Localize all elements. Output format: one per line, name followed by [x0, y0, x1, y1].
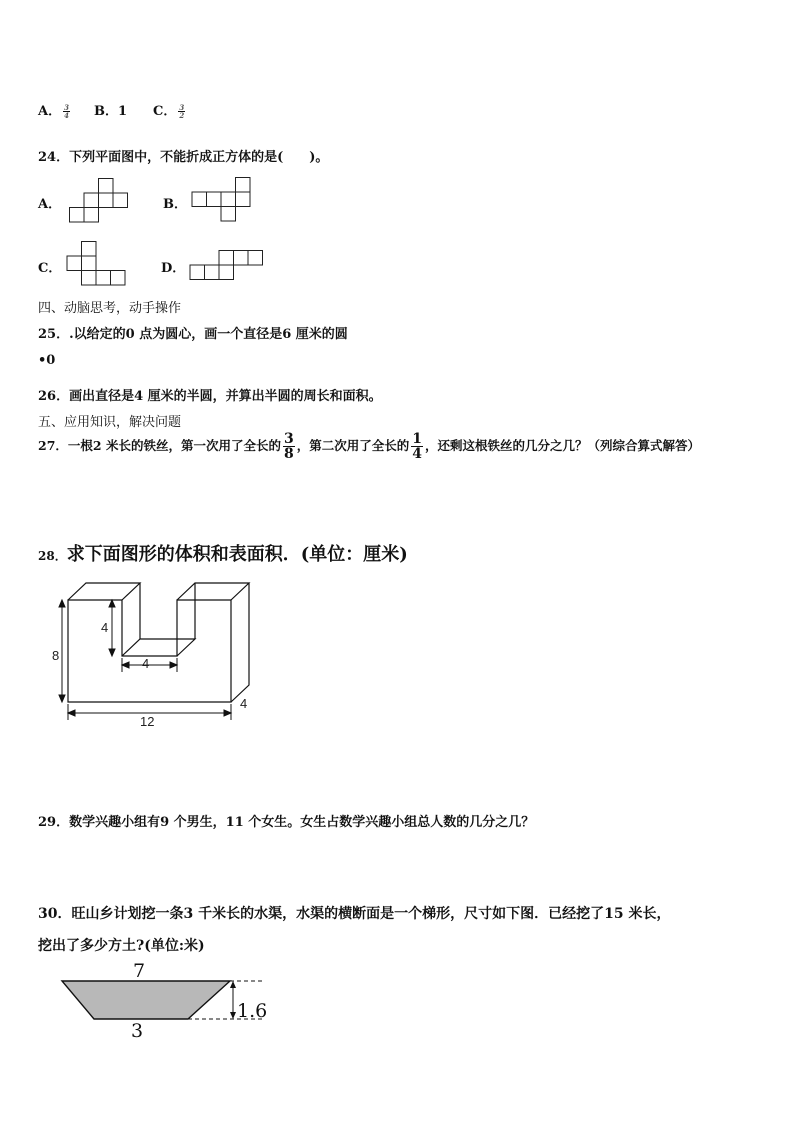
question-24: 24．下列平面图中，不能折成正方体的是( )。: [38, 150, 329, 165]
fraction-three-eighths: $\frac{3}{8}$: [283, 431, 294, 462]
question-27: 27．一根2 米长的铁丝，第一次用了全长的 $\frac{3}{8}$ ，第二次用了全长的 $\frac{1}{4}$ ，还剩这根铁丝的几分之几？（列综合算式解答）: [38, 431, 700, 462]
question-26: 26．画出直径是4 厘米的半圆，并算出半圆的周长和面积。: [38, 389, 382, 404]
center-point-label: •0: [38, 353, 56, 368]
section-4-heading: 四、动脑思考，动手操作: [38, 301, 182, 316]
q23-option-a: A． $\frac{3}{4}$: [38, 103, 69, 120]
fraction-three-quarters: $\frac{3}{4}$: [64, 103, 69, 120]
section-5-heading: 五、应用知识，解决问题: [38, 415, 182, 430]
question-30-line2: 挖出了多少方土?(单位:米): [38, 938, 205, 954]
dim-label-notch-depth: 4: [101, 620, 109, 635]
dim-label-notch-width: 4: [142, 656, 150, 671]
cube-net-c: [66, 241, 128, 287]
question-25: 25．.以给定的0 点为圆心，画一个直径是6 厘米的圆: [38, 327, 348, 342]
dim-label-height: 8: [52, 648, 60, 663]
q24-option-d-label: D．: [161, 261, 186, 276]
question-28: 28．求下面图形的体积和表面积．(单位：厘米): [38, 544, 408, 565]
bottom-width-label: 3: [131, 1020, 144, 1042]
question-30-line1: 30．旺山乡计划挖一条3 千米长的水渠，水渠的横断面是一个梯形，尺寸如下图．已经挖了15 米长，: [38, 906, 671, 922]
trapezoid-cross-section: [55, 958, 275, 1042]
dim-label-width: 4: [240, 696, 248, 711]
cube-net-b: [191, 177, 253, 223]
question-29: 29．数学兴趣小组有9 个男生，11 个女生。女生占数学兴趣小组总人数的几分之几？: [38, 815, 535, 830]
cube-net-d: [189, 250, 265, 282]
depth-label: 1.6: [237, 1000, 268, 1022]
fraction-one-quarter: $\frac{1}{4}$: [412, 431, 422, 462]
fraction-three-halves: $\frac{3}{2}$: [179, 103, 185, 120]
q23-option-c: C． $\frac{3}{2}$: [153, 103, 185, 120]
q24-option-c-label: C．: [38, 261, 62, 276]
q23-option-b: B．1: [94, 104, 128, 119]
q24-option-a-label: A．: [38, 197, 62, 212]
u-shaped-solid-figure: [50, 580, 265, 730]
q24-option-b-label: B．: [163, 197, 187, 212]
dim-label-length: 12: [140, 714, 155, 729]
top-width-label: 7: [133, 960, 146, 982]
cube-net-a: [68, 178, 130, 224]
